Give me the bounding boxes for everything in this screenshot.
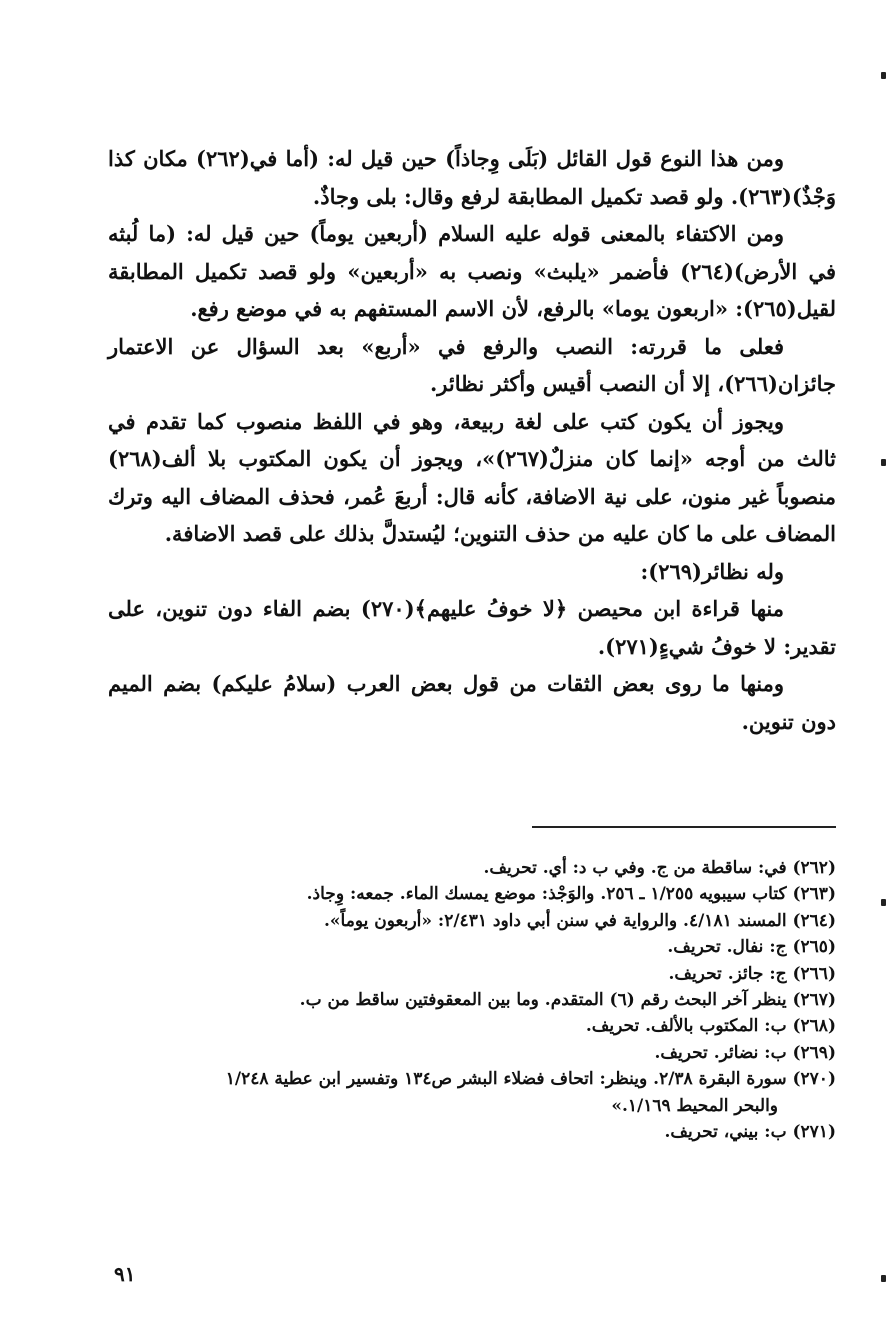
main-text — [108, 140, 836, 740]
footnote: (٢٦٢) في: ساقطة من ج. وفي ب د: أي. تحريف. — [483, 858, 836, 878]
paragraph: وله نظائر(٢٦٩): — [640, 558, 784, 584]
footnote: (٢٦٧) ينظر آخر البحث رقم (٦) المتقدم. وما بين المعقوفتين ساقط من ب. — [299, 990, 836, 1011]
footnotes — [110, 855, 836, 1145]
footnote: (٢٦٨) ب: المكتوب بالألف. تحريف. — [585, 1016, 836, 1037]
paragraph: ومن هذا النوع قول القائل (بَلَى وِجاذاً) حين قيل له: (أما في(٢٦٢) مكان كذا وَجْذٌ)(٢٦٣). ولو قصد تكميل المطابقة لرفع وقال: بلى وجاذٌ. — [108, 146, 836, 209]
footnote: (٢٦٦) ج: جائز. تحريف. — [668, 963, 836, 984]
paragraph: فعلى ما قررته: النصب والرفع في «أربع» بعد السؤال عن الاعتمار جائزان(٢٦٦)، إلا أن النصب أقيس وأكثر نظائر. — [108, 333, 836, 396]
footnote: (٢٦٤) المسند ٤/١٨١. والرواية في سنن أبي داود ٢/٤٣١: «أربعون يوماً». — [324, 910, 836, 931]
footnote: (٢٦٣) كتاب سيبويه ١/٢٥٥ ـ ٢٥٦. والوَجْذ: موضع يمسك الماء. جمعه: وِجاذ. — [306, 884, 836, 905]
paragraph: ومن الاكتفاء بالمعنى قوله عليه السلام (أربعين يوماً) حين قيل له: (ما لُبثه في الأرض)(٢٦٤) فأضمر «يلبث» ونصب به «أربعين» ولو قصد تكميل المطابقة لقيل(٢٦٥): «اربعون يوما» بالرفع، لأن الاسم المستفهم به في موضع رفع. — [108, 221, 836, 321]
margin-mark — [881, 1275, 886, 1282]
margin-mark — [881, 72, 886, 79]
paragraph: ومنها ما روى بعض الثقات من قول بعض العرب (سلامُ عليكم) بضم الميم دون تنوين. — [108, 671, 836, 734]
paragraph: منها قراءة ابن محيصن ﴿لا خوفُ عليهم﴾(٢٧٠) بضم الفاء دون تنوين، على تقدير: لا خوفُ شيءٍ(٢٧١). — [108, 596, 836, 659]
margin-mark — [881, 899, 886, 906]
paragraph: ويجوز أن يكون كتب على لغة ربيعة، وهو في اللفظ منصوب كما تقدم في ثالث من أوجه «إنما كان منزلٌ(٢٦٧)»، ويجوز أن يكون المكتوب بلا ألف(٢٦٨) منصوباً غير منون، على نية الاضافة، كأنه قال: أربعَ عُمر، فحذف المضاف اليه وترك المضاف على ما كان عليه من حذف التنوين؛ ليُستدلَّ بذلك على قصد الاضافة. — [108, 408, 837, 546]
page-number: ٩١ — [114, 1262, 136, 1286]
footnote: (٢٧١) ب: بيني، تحريف. — [664, 1122, 836, 1143]
footnote-continuation: والبحر المحيط ١/١٦٩.» — [611, 1095, 778, 1116]
footnote: (٢٦٩) ب: نضائر. تحريف. — [654, 1042, 836, 1063]
footnote: (٢٦٥) ج: نفال. تحريف. — [667, 937, 836, 958]
footnote-separator — [532, 826, 836, 828]
margin-mark — [881, 459, 886, 466]
footnote: (٢٧٠) سورة البقرة ٢/٣٨. وينظر: اتحاف فضلاء البشر ص١٣٤ وتفسير ابن عطية ١/٢٤٨ — [225, 1069, 836, 1090]
